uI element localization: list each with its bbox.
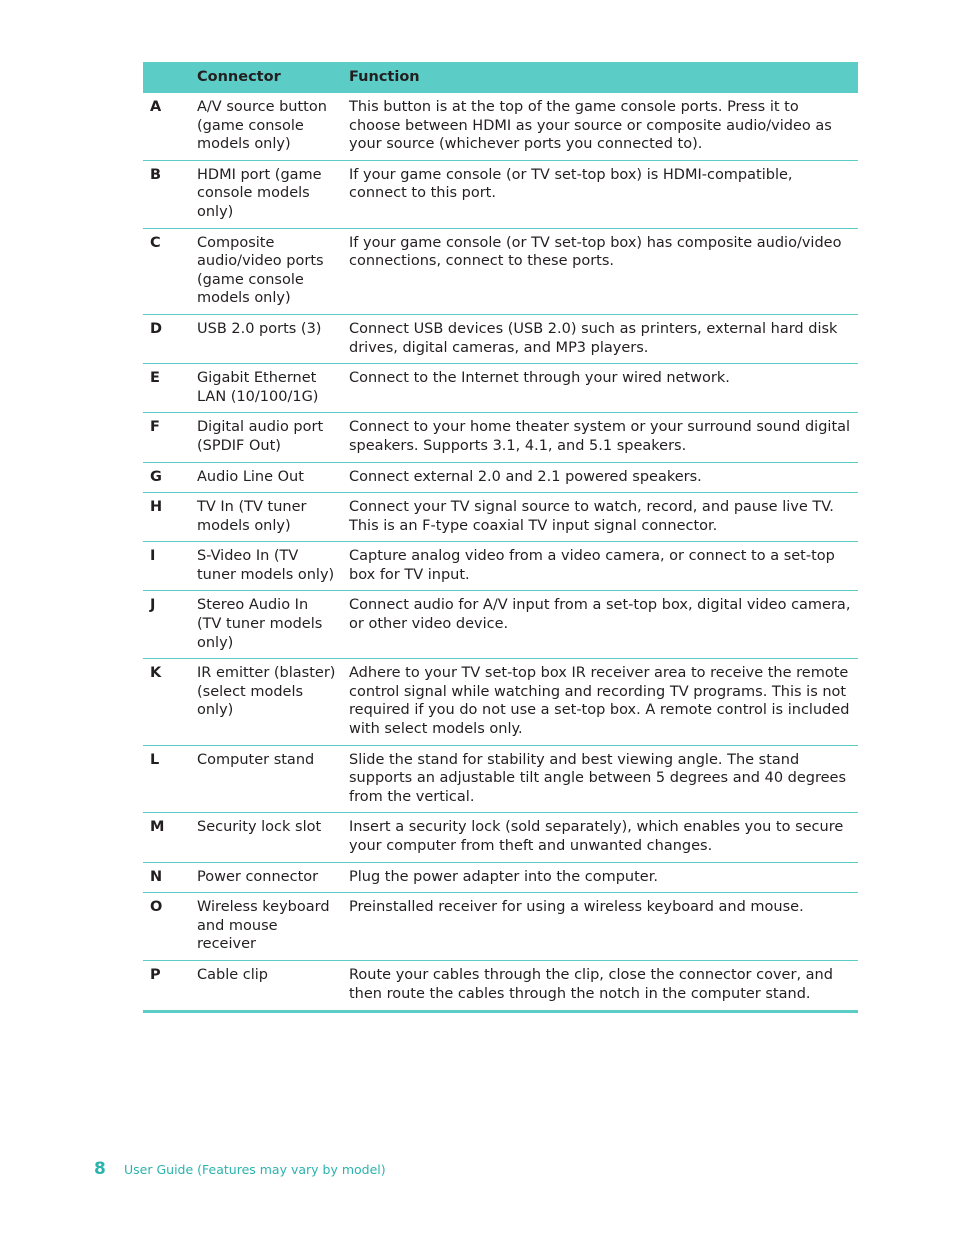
row-letter: A	[143, 93, 190, 160]
row-function: This button is at the top of the game console ports. Press it to choose between HDMI as your source or composite audio/video as your source (whichever ports you connected to).	[342, 93, 858, 160]
row-connector: Security lock slot	[190, 813, 342, 862]
table-row	[143, 364, 858, 413]
row-function: Capture analog video from a video camera, or connect to a set-top box for TV input.	[342, 542, 858, 591]
row-letter: E	[143, 364, 190, 413]
page-footer	[94, 1159, 386, 1179]
table-row	[143, 160, 858, 228]
row-function: Route your cables through the clip, close the connector cover, and then route the cables through the notch in the computer stand.	[342, 960, 858, 1011]
row-connector: S-Video In (TV tuner models only)	[190, 542, 342, 591]
row-letter: P	[143, 960, 190, 1011]
row-connector: Gigabit Ethernet LAN (10/100/1G)	[190, 364, 342, 413]
row-function: If your game console (or TV set-top box) has composite audio/video connections, connect to these ports.	[342, 228, 858, 314]
table-row	[143, 93, 858, 160]
row-connector: Computer stand	[190, 745, 342, 813]
row-letter: H	[143, 493, 190, 542]
row-function: Connect your TV signal source to watch, record, and pause live TV. This is an F-type coaxial TV input signal connector.	[342, 493, 858, 542]
row-letter: D	[143, 314, 190, 363]
row-connector: Cable clip	[190, 960, 342, 1011]
row-letter: I	[143, 542, 190, 591]
row-connector: USB 2.0 ports (3)	[190, 314, 342, 363]
row-function: Connect to the Internet through your wired network.	[342, 364, 858, 413]
table-row	[143, 413, 858, 462]
row-function: Insert a security lock (sold separately), which enables you to secure your computer from theft and unwanted changes.	[342, 813, 858, 862]
header-connector: Connector	[190, 62, 342, 93]
table-row	[143, 960, 858, 1011]
row-function: Connect audio for A/V input from a set-top box, digital video camera, or other video device.	[342, 591, 858, 659]
row-letter: K	[143, 659, 190, 745]
page-number: 8	[94, 1159, 106, 1179]
table-row	[143, 493, 858, 542]
table-row	[143, 659, 858, 745]
row-function: Connect to your home theater system or your surround sound digital speakers. Supports 3.1, 4.1, and 5.1 speakers.	[342, 413, 858, 462]
row-letter: L	[143, 745, 190, 813]
row-connector: Audio Line Out	[190, 462, 342, 493]
row-function: Preinstalled receiver for using a wireless keyboard and mouse.	[342, 893, 858, 961]
table-row	[143, 591, 858, 659]
table-header-row	[143, 62, 858, 93]
header-letter	[143, 62, 190, 93]
row-letter: G	[143, 462, 190, 493]
row-connector: Composite audio/video ports (game console models only)	[190, 228, 342, 314]
row-letter: M	[143, 813, 190, 862]
row-letter: O	[143, 893, 190, 961]
row-connector: Digital audio port (SPDIF Out)	[190, 413, 342, 462]
row-connector: IR emitter (blaster) (select models only)	[190, 659, 342, 745]
table-row	[143, 462, 858, 493]
table-row	[143, 228, 858, 314]
row-function: Connect USB devices (USB 2.0) such as printers, external hard disk drives, digital cameras, and MP3 players.	[342, 314, 858, 363]
table-row	[143, 813, 858, 862]
table-row	[143, 745, 858, 813]
row-connector: A/V source button (game console models only)	[190, 93, 342, 160]
row-function: Adhere to your TV set-top box IR receiver area to receive the remote control signal while watching and recording TV programs. This is not required if you do not use a set-top box. A remote control is included with select models only.	[342, 659, 858, 745]
table-row	[143, 893, 858, 961]
row-connector: Wireless keyboard and mouse receiver	[190, 893, 342, 961]
row-letter: J	[143, 591, 190, 659]
connector-table-container	[143, 62, 858, 1013]
header-function: Function	[342, 62, 858, 93]
row-letter: N	[143, 862, 190, 893]
row-letter: C	[143, 228, 190, 314]
row-connector: HDMI port (game console models only)	[190, 160, 342, 228]
row-connector: Power connector	[190, 862, 342, 893]
table-row	[143, 314, 858, 363]
row-letter: B	[143, 160, 190, 228]
row-function: Plug the power adapter into the computer.	[342, 862, 858, 893]
table-row	[143, 862, 858, 893]
row-function: Connect external 2.0 and 2.1 powered speakers.	[342, 462, 858, 493]
row-connector: Stereo Audio In (TV tuner models only)	[190, 591, 342, 659]
table-body	[143, 93, 858, 1012]
footer-text: User Guide (Features may vary by model)	[124, 1162, 386, 1177]
row-letter: F	[143, 413, 190, 462]
row-function: Slide the stand for stability and best viewing angle. The stand supports an adjustable tilt angle between 5 degrees and 40 degrees from the vertical.	[342, 745, 858, 813]
table-row	[143, 542, 858, 591]
connector-table	[143, 62, 858, 1013]
row-connector: TV In (TV tuner models only)	[190, 493, 342, 542]
row-function: If your game console (or TV set-top box) is HDMI-compatible, connect to this port.	[342, 160, 858, 228]
